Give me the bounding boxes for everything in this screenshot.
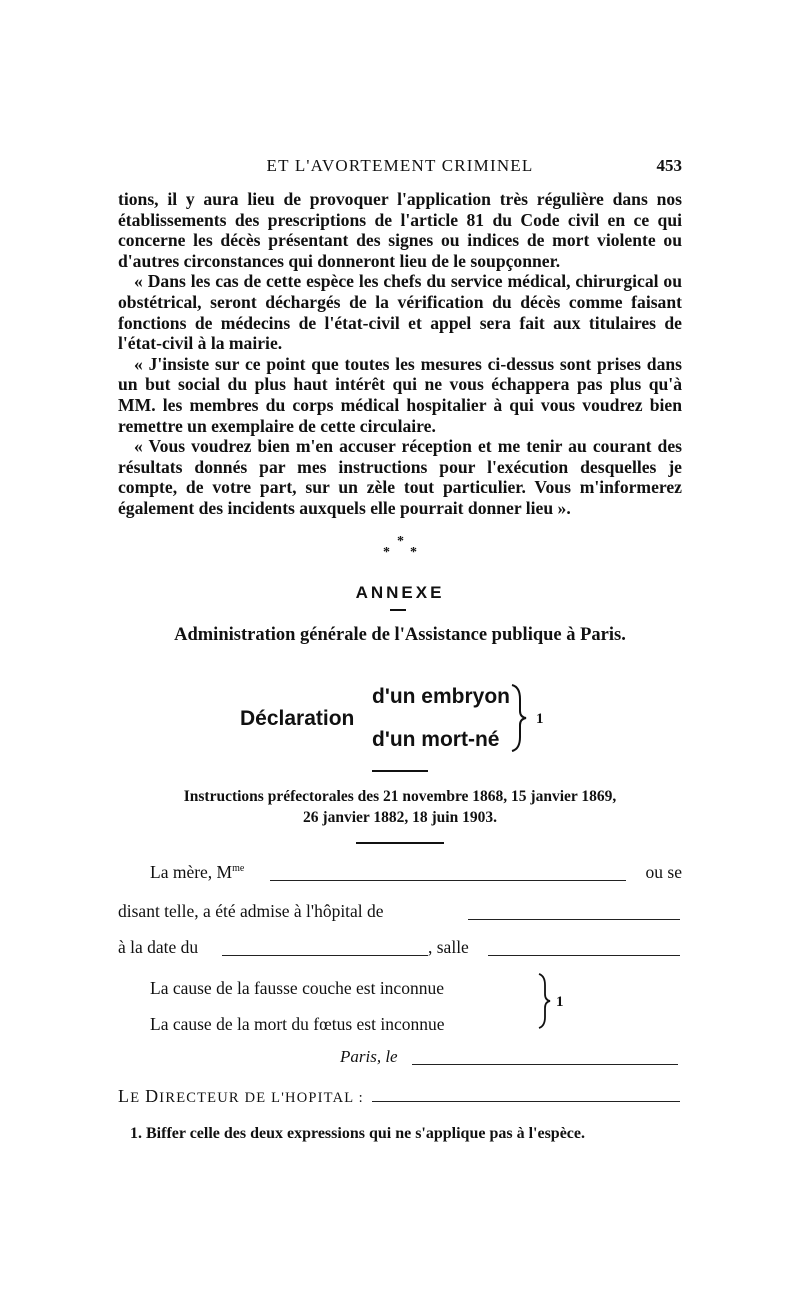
paris-date-field[interactable] <box>412 1064 678 1065</box>
instructions <box>118 786 682 828</box>
footnote: 1. Biffer celle des deux expressions qui ne s'applique pas à l'espèce. <box>130 1125 585 1142</box>
paragraph-3: « J'insiste sur ce point que toutes les mesures ci-dessus sont prises dans un but social du plus haut intérêt qui ne vous échappera pas plus qu'à MM. les membres du corps médical hospitalier à qui vous voudrez bien remettre un exemplaire de cette circulaire. <box>118 353 682 436</box>
divider-rule <box>356 842 444 844</box>
asterism <box>370 534 430 564</box>
date-label: à la date du <box>118 937 199 957</box>
date-field[interactable] <box>222 955 428 956</box>
mother-name-field[interactable] <box>270 880 626 881</box>
hospital-field[interactable] <box>468 919 680 920</box>
hospital-label: disant telle, a été admise à l'hôpital de <box>118 901 384 921</box>
option-mort-ne: d'un mort-né <box>372 728 500 751</box>
star: * <box>397 534 404 549</box>
mother-sup: me <box>232 863 245 875</box>
star: * <box>410 545 417 560</box>
footnote-marker: 1 <box>556 994 564 1010</box>
footnote-marker: 1 <box>536 711 544 727</box>
instructions-line-2: 26 janvier 1882, 18 juin 1903. <box>303 809 497 826</box>
paris-le-label: Paris, le <box>340 1047 398 1066</box>
running-header <box>118 152 682 180</box>
cause-fausse-couche: La cause de la fausse couche est inconnue <box>150 978 444 998</box>
administration-heading: Administration générale de l'Assistance publique à Paris. <box>174 625 626 645</box>
option-embryon: d'un embryon <box>372 685 510 708</box>
annexe-heading: ANNEXE <box>355 583 445 602</box>
star: * <box>383 545 390 560</box>
divider-rule <box>372 770 428 772</box>
cause-mort-foetus: La cause de la mort du fœtus est inconnue <box>150 1014 445 1034</box>
brace-icon <box>536 972 552 1030</box>
body-text <box>118 189 682 519</box>
paragraph-1: tions, il y aura lieu de provoquer l'application très régulière dans nos établissements des prescriptions de l'article 81 du Code civil en ce qui concerne les décès présentant des signes ou indices de mort violente ou d'autres circonstances qui donneront lieu de le soupçonner. <box>118 189 682 271</box>
paragraph-4: « Vous voudrez bien m'en accuser réception et me tenir au courant des résultats donnés par mes instructions pour l'exécution desquelles je compte, de votre part, sur un zèle tout particulier. Vous m'informerez également des incidents auxquels elle pourrait donner lieu ». <box>118 436 682 518</box>
paragraph-2: « Dans les cas de cette espèce les chefs du service médical, chirurgical ou obstétrical, seront déchargés de la vérification du décès comme faisant fonctions de médecins de l'état-civil et appel sera fait aux titulaires de l'état-civil à la mairie. <box>118 271 682 354</box>
director-signature-field[interactable] <box>372 1101 680 1102</box>
or-se-label: ou se <box>645 862 682 882</box>
annexe-rule <box>390 609 406 611</box>
salle-field[interactable] <box>488 955 680 956</box>
instructions-line-1: Instructions préfectorales des 21 novembre 1868, 15 janvier 1869, <box>183 788 617 805</box>
page-number: 453 <box>656 156 682 175</box>
director-label: LE DIRECTEUR DE L'HOPITAL : <box>118 1086 364 1106</box>
declaration-label: Déclaration <box>240 707 355 730</box>
running-title: ET L'AVORTEMENT CRIMINEL <box>266 156 534 175</box>
salle-label: , salle <box>428 937 469 957</box>
mother-label: La mère, $M^{me}$ <box>150 862 245 882</box>
brace-icon <box>508 683 528 753</box>
